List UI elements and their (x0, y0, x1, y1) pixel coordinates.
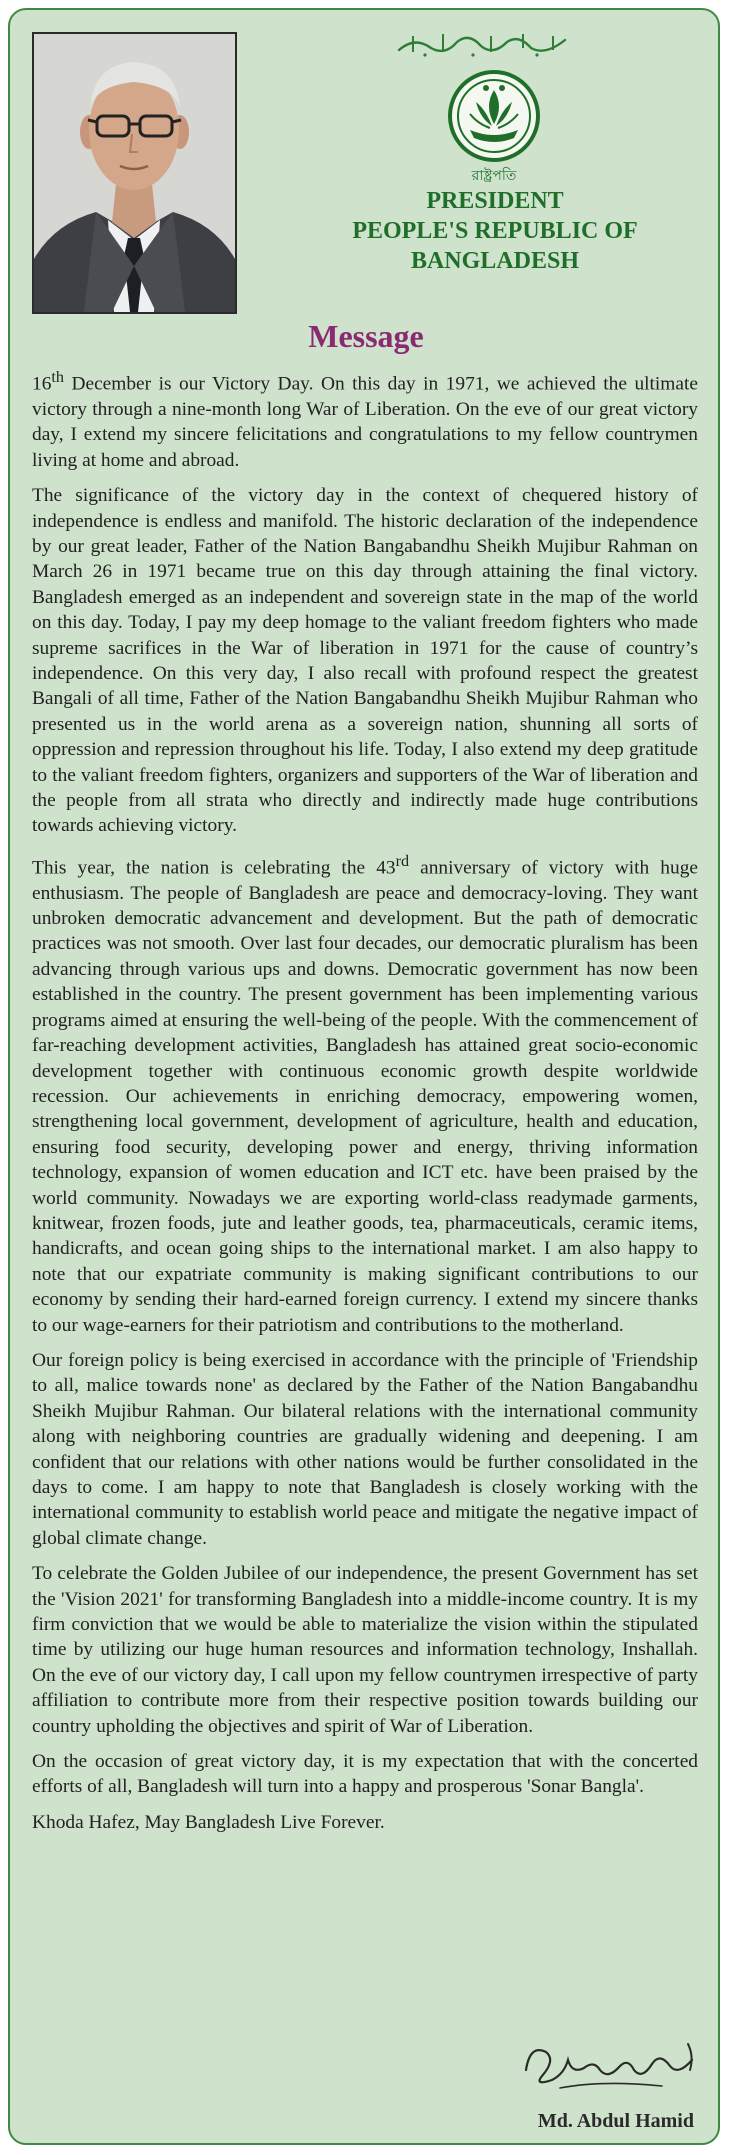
signatory-name: Md. Abdul Hamid (537, 2110, 694, 2132)
paragraph-1 (32, 365, 698, 473)
title-line-president: PRESIDENT (426, 188, 564, 214)
ordinal-number: 16 (32, 373, 52, 395)
ordinal-suffix: rd (395, 852, 410, 870)
emblem-caption: রাষ্ট্রপতি (471, 168, 517, 184)
president-portrait (32, 32, 237, 314)
paragraph-2: The significance of the victory day in the context of chequered history of independence is endless and manifold. The historic declaration of the independence by our great leader, Father of the Nation Bangabandhu Sheikh Mujibur Rahman on March 26 in 1971 became true on this day through attaining the final victory. Bangladesh emerged as an independent and sovereign state in the map of the world on this day. Today, I pay my deep homage to the valiant freedom fighters who made supreme sacrifices in the War of liberation in 1971 for the cause of country’s independence. On this very day, I also recall with profound respect the greatest Bangali of all time, Father of the Nation Bangabandhu Sheikh Mujibur Rahman who presented us in the world arena as a sovereign nation, shunning all sorts of oppression and repression throughout his life. Today, I also extend my deep gratitude to the valiant freedom fighters, organizers and supporters of the War of liberation and the people from all strata who directly and indirectly made huge contributions towards achieving victory. (32, 485, 698, 837)
paragraph-text: December is our Victory Day. On this day in 1971, we achieved the ultimate victory through a nine-month long War of Liberation. On the eve of our great victory day, I extend my sincere felicitations and congratulations to my fellow countrymen living at home and abroad. (32, 373, 698, 471)
paragraph-3 (32, 849, 698, 1338)
paragraph-5: To celebrate the Golden Jubilee of our independence, the present Government has set the 'Vision 2021' for transforming Bangladesh into a middle-income country. It is my firm conviction that we would be able to materialize the vision within the stipulated time by utilizing our huge human resources and information technology, Inshallah. On the eve of our victory day, I call upon my fellow countrymen irrespective of party affiliation to contribute more from their respective position towards building our country upholding the objectives and spirit of War of Liberation. (32, 1563, 698, 1737)
ordinal-number: 43 (376, 857, 396, 879)
portrait-image (34, 34, 235, 312)
paragraph-text: anniversary of victory with huge enthusiasm. The people of Bangladesh are peace and democracy-loving. They want unbroken democratic advancement and development. But the path of democratic practices was not smooth. Over last four decades, our democratic pluralism has been advancing through various ups and downs. Democratic government has now been established in the country. The present government has been implementing various programs aimed at ensuring the well-being of the people. With the commencement of far-reaching development activities, Bangladesh has attained great socio-economic development together with continuous economic growth despite worldwide recession. Our achievements in enriching democracy, empowering women, strengthening local government, development of agriculture, health and education, ensuring food security, developing power and energy, thriving information technology, expansion of women education and ICT etc. have been praised by the world community. Nowadays we are exporting world-class readymade garments, knitwear, frozen foods, jute and leather goods, tea, pharmaceuticals, ceramic items, handicrafts, and ocean going ships to the international market. I am also happy to note that our expatriate community is making significant contributions to our economy by sending their hard-earned foreign currency. I extend my sincere thanks to our wage-earners for their patriotism and contributions to the motherland. (32, 857, 698, 1336)
paragraph-6: On the occasion of great victory day, it is my expectation that with the concerted efforts of all, Bangladesh will turn into a happy and prosperous 'Sonar Bangla'. (32, 1751, 698, 1798)
office-title (310, 186, 680, 276)
title-line-country: BANGLADESH (410, 248, 580, 274)
message-body (32, 365, 698, 1845)
title-line-republic: PEOPLE'S REPUBLIC OF (352, 218, 638, 244)
message-heading: Message (308, 318, 424, 354)
paragraph-text: This year, the nation is celebrating the (32, 857, 377, 879)
paragraph-4: Our foreign policy is being exercised in accordance with the principle of 'Friendship to all, malice towards none' as declared by the Father of the Nation Bangabandhu Sheikh Mujibur Rahman. Our bilateral relations with the international community along with neighboring countries are gradually widening and deepening. I am confident that our relations with other nations would be further consolidated in the days to come. I am happy to note that Bangladesh is closely working with the international community to establish world peace and mitigate the negative impact of global climate change. (32, 1349, 698, 1549)
handwritten-signature (512, 2030, 712, 2102)
bismillah-calligraphy (395, 30, 570, 58)
presidential-emblem (440, 68, 548, 186)
ordinal-suffix: th (51, 369, 64, 386)
message-panel (8, 8, 720, 2145)
closing-line: Khoda Hafez, May Bangladesh Live Forever. (32, 1811, 385, 1833)
